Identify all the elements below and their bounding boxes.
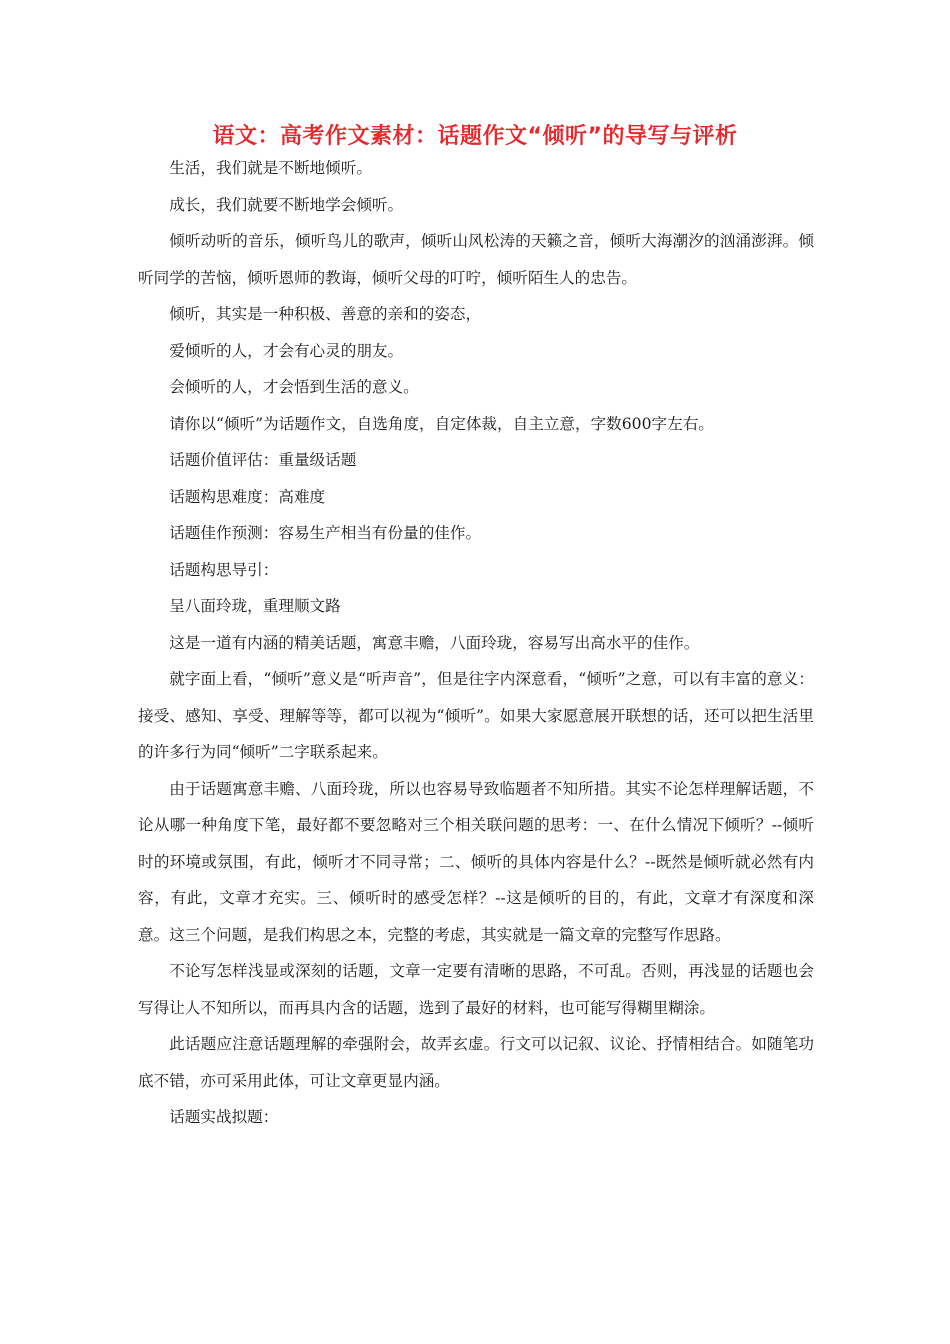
paragraph: 呈八面玲珑，重理顺文路 <box>169 597 341 615</box>
paragraph: 倾听，其实是一种积极、善意的亲和的姿态， <box>169 305 482 323</box>
paragraph: 倾听动听的音乐，倾听鸟儿的歌声，倾听山风松涛的天籁之音，倾听大海潮汐的汹涌澎湃。倾听同学的苦恼，倾听恩师的教诲，倾听父母的叮咛，倾听陌生人的忠告。 <box>138 232 814 287</box>
paragraph: 话题价值评估：重量级话题 <box>169 451 357 469</box>
paragraph: 会倾听的人，才会悟到生活的意义。 <box>169 378 419 396</box>
paragraph: 此话题应注意话题理解的牵强附会，故弄玄虚。行文可以记叙、议论、抒情相结合。如随笔功底不错，亦可采用此体，可让文章更显内涵。 <box>138 1035 814 1090</box>
document-body <box>138 150 814 1136</box>
paragraph: 话题佳作预测：容易生产相当有份量的佳作。 <box>169 524 482 542</box>
paragraph: 请你以“倾听”为话题作文，自选角度，自定体裁，自主立意，字数600字左右。 <box>169 414 714 433</box>
paragraph: 就字面上看，“倾听”意义是“听声音”，但是往字内深意看，“倾听”之意，可以有丰富的意义：接受、感知、享受、理解等等，都可以视为“倾听”。如果大家愿意展开联想的话，还可以把生活里的许多行为同“倾听”二字联系起来。 <box>138 670 814 761</box>
document-title: 语文：高考作文素材：话题作文“倾听”的导写与评析 <box>212 124 738 149</box>
paragraph: 话题实战拟题： <box>169 1108 279 1126</box>
paragraph: 这是一道有内涵的精美话题，寓意丰赡，八面玲珑，容易写出高水平的佳作。 <box>169 633 700 652</box>
paragraph: 由于话题寓意丰赡、八面玲珑，所以也容易导致临题者不知所措。其实不论怎样理解话题，不论从哪一种角度下笔，最好都不要忽略对三个相关联问题的思考：一、在什么情况下倾听？--倾听时的环境或氛围，有此，倾听才不同寻常；二、倾听的具体内容是什么？--既然是倾听就必然有内容，有此，文章才充实。三、倾听时的感受怎样？--这是倾听的目的，有此，文章才有深度和深意。这三个问题，是我们构思之本，完整的考虑，其实就是一篇文章的完整写作思路。 <box>138 779 814 944</box>
paragraph: 话题构思导引： <box>169 560 279 579</box>
paragraph: 生活，我们就是不断地倾听。 <box>169 159 372 177</box>
paragraph: 不论写怎样浅显或深刻的话题，文章一定要有清晰的思路，不可乱。否则，再浅显的话题也会写得让人不知所以，而再具内含的话题，选到了最好的材料，也可能写得糊里糊涂。 <box>138 962 814 1017</box>
paragraph: 成长，我们就要不断地学会倾听。 <box>169 195 404 214</box>
paragraph: 话题构思难度：高难度 <box>169 487 326 506</box>
paragraph: 爱倾听的人，才会有心灵的朋友。 <box>169 341 404 360</box>
